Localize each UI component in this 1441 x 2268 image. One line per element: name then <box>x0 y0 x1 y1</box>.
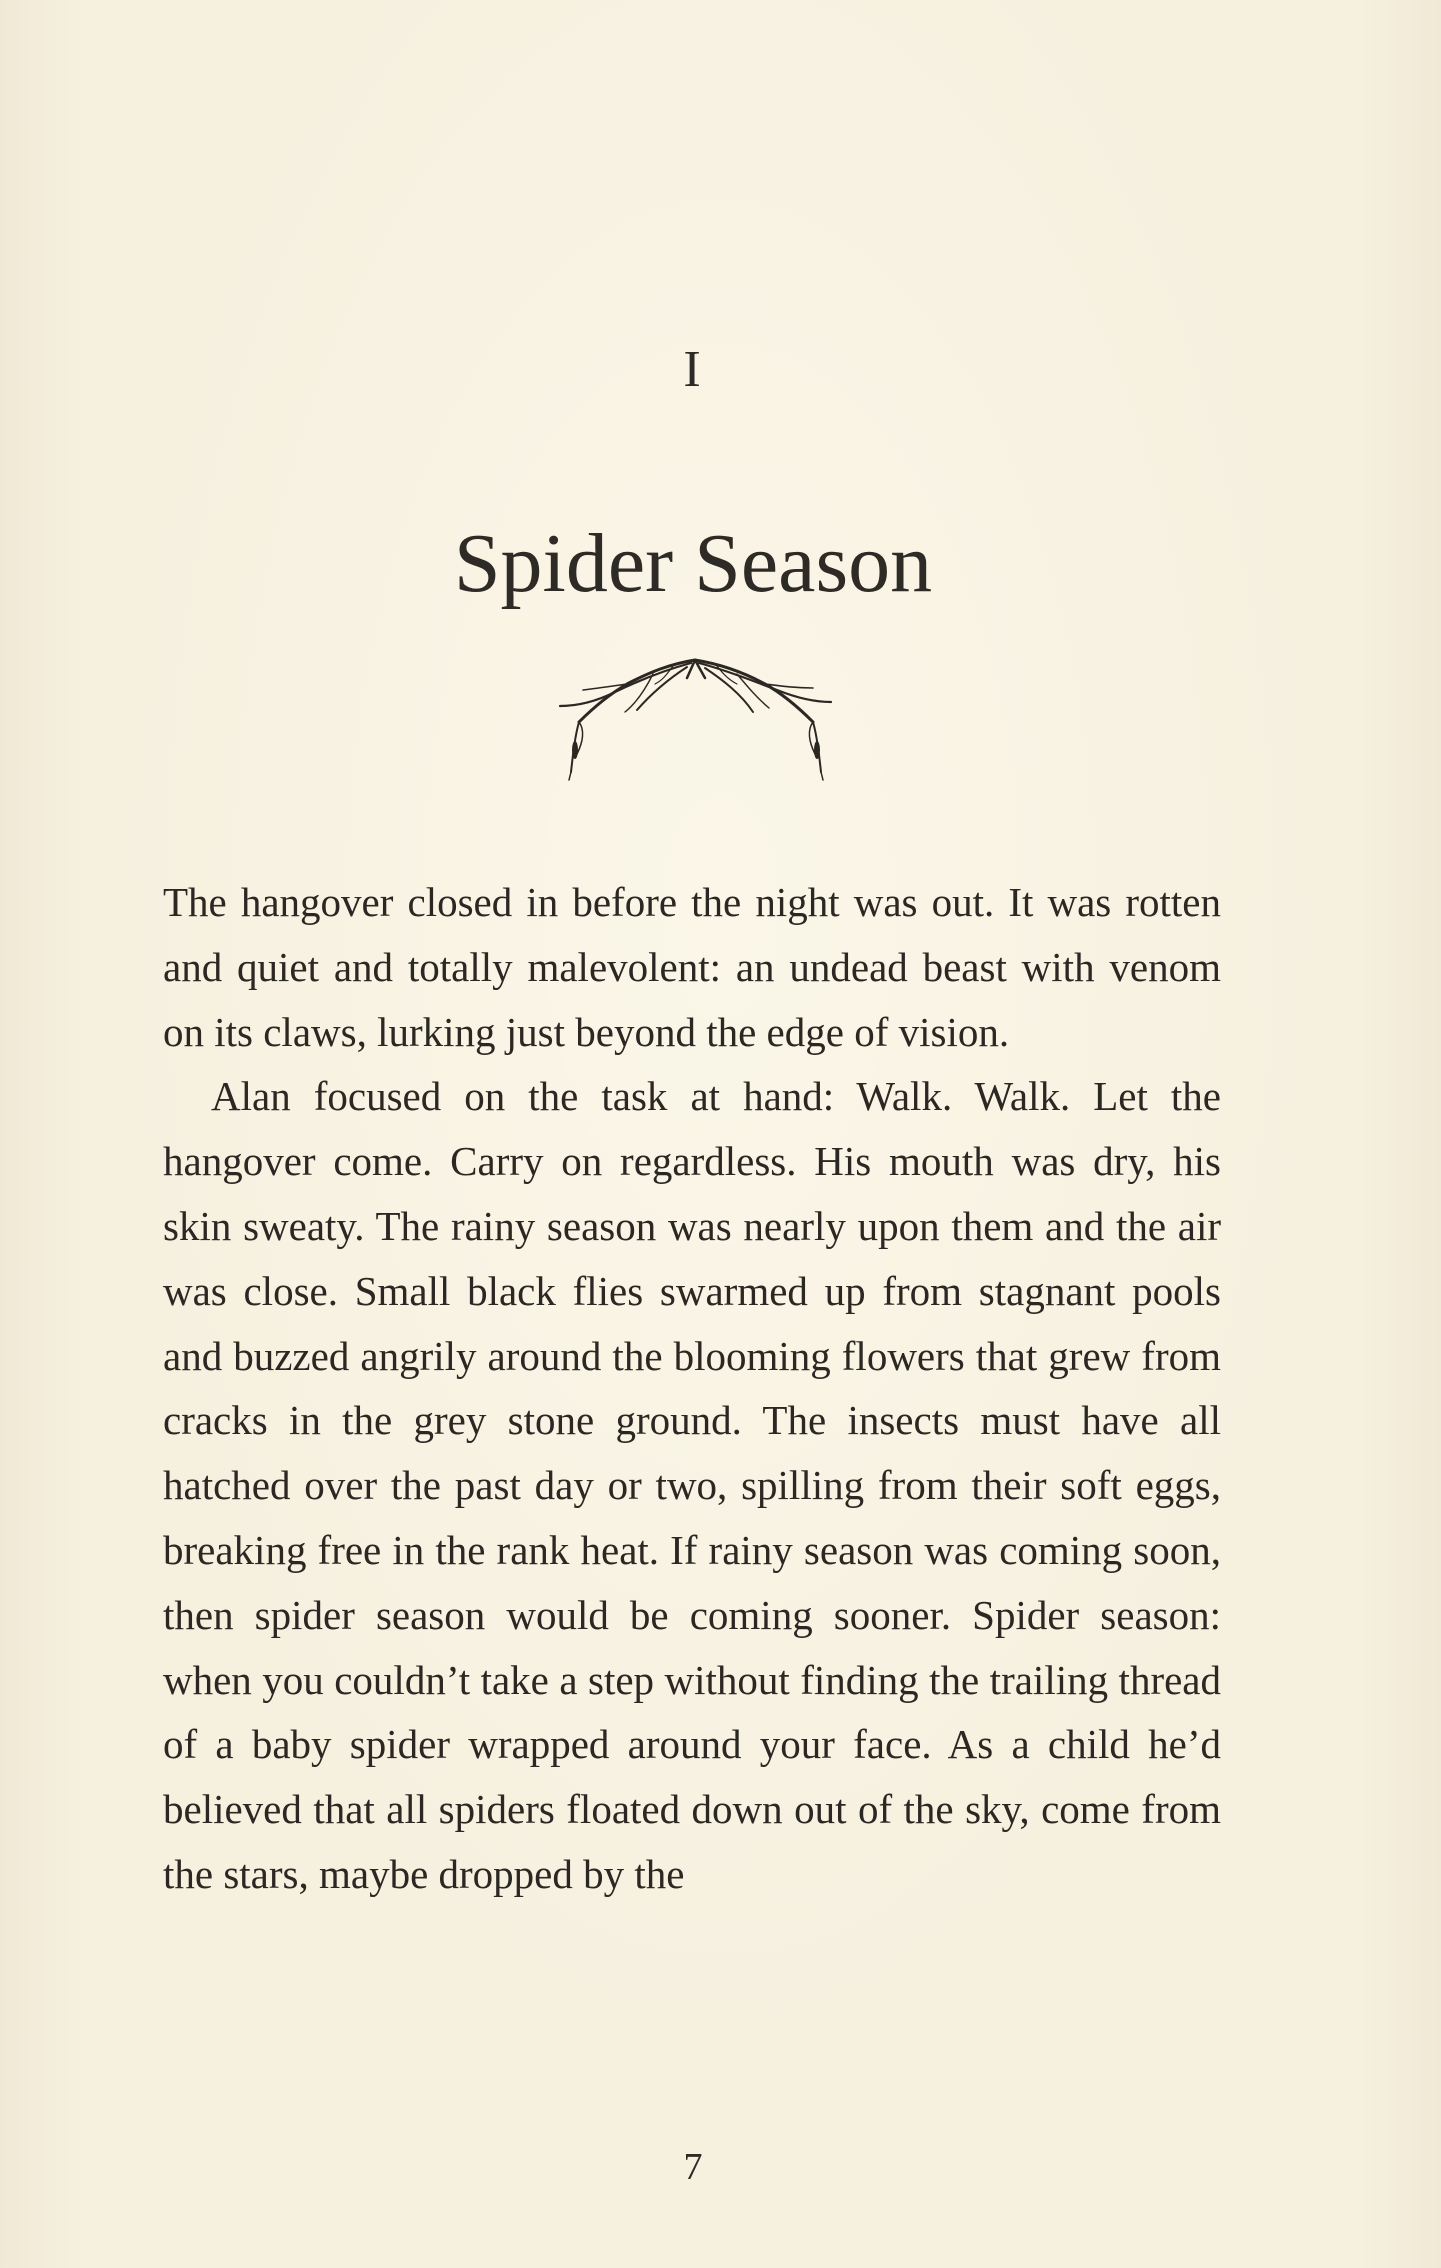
chapter-number: I <box>683 341 703 398</box>
chapter-title: Spider Season <box>453 517 933 610</box>
paragraph: The hangover closed in before the night was out. It was rotten and quiet and totally malevolent: an undead beast with venom on its claws, lurking just beyond the edge of vision. <box>163 879 1221 1055</box>
branch-ornament-icon <box>555 650 835 785</box>
paragraph: Alan focused on the task at hand: Walk. Walk. Let the hangover come. Carry on regardless. His mouth was dry, his skin sweaty. The rainy season was nearly upon them and the air was close. Small black flies swarmed up from stagnant pools and buzzed angrily around the blooming flowers that grew from cracks in the grey stone ground. The insects must have all hatched over the past day or two, spilling from their soft eggs, breaking free in the rank heat. If rainy season was coming soon, then spider season would be coming sooner. Spider season: when you couldn’t take a step without finding the trailing thread of a baby spider wrapped around your face. As a child he’d believed that all spiders floated down out of the sky, come from the stars, maybe dropped by the <box>163 1073 1221 1897</box>
chapter-body <box>163 870 1221 1907</box>
page-number: 7 <box>683 2146 703 2188</box>
